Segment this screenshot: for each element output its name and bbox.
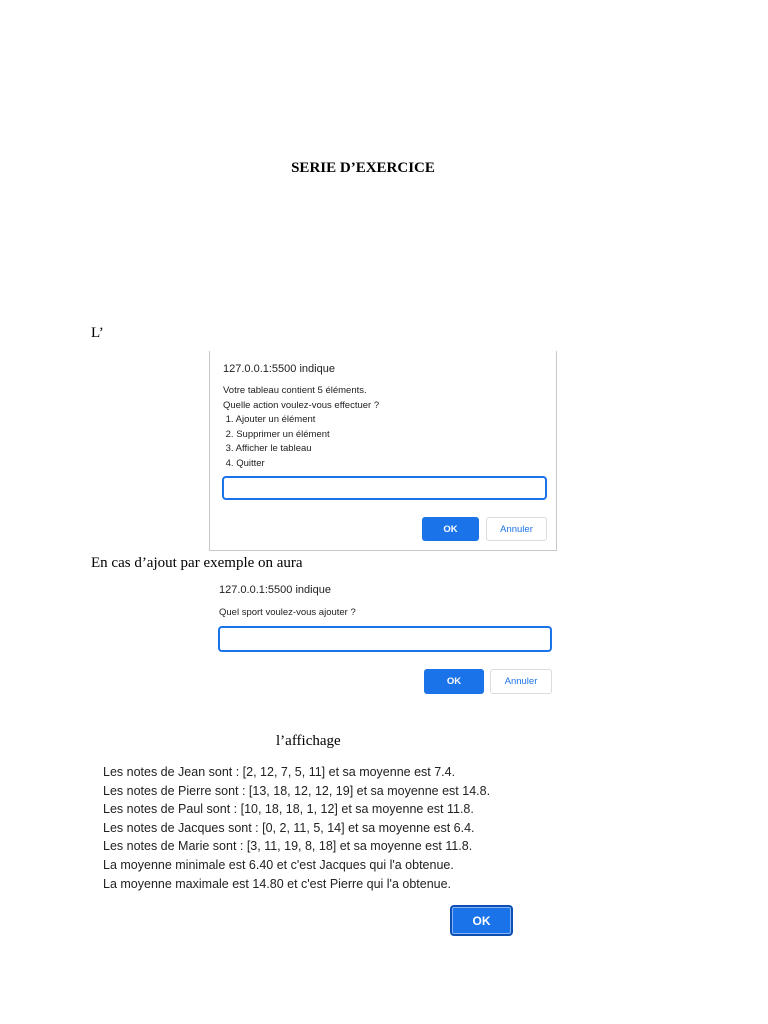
result-line: Les notes de Pierre sont : [13, 18, 12, 12, 19] et sa moyenne est 14.8. [103, 783, 491, 798]
cancel-button[interactable]: Annuler [486, 517, 547, 541]
result-line: Les notes de Jean sont : [2, 12, 7, 5, 11] et sa moyenne est 7.4. [103, 765, 456, 779]
ok-button[interactable]: OK [422, 517, 479, 541]
dialog-message: Quel sport voulez-vous ajouter ? [219, 607, 356, 618]
result-line: La moyenne minimale est 6.40 et c'est Jacques qui l'a obtenue. [103, 857, 454, 872]
dialog-origin: 127.0.0.1:5500 indique [223, 363, 335, 375]
result-line: La moyenne maximale est 14.80 et c'est Pierre qui l'a obtenue. [103, 876, 452, 891]
result-line: Les notes de Marie sont : [3, 11, 19, 8, 18] et sa moyenne est 11.8. [103, 839, 473, 854]
add-sport-dialog [209, 580, 559, 700]
display-heading: l’affichage [276, 733, 341, 749]
intro-fragment: L’ [91, 325, 104, 341]
result-text [103, 763, 523, 893]
result-line: Les notes de Jacques sont : [0, 2, 11, 5, 14] et sa moyenne est 6.4. [103, 820, 475, 835]
prompt-input[interactable] [222, 476, 547, 500]
dialog-origin: 127.0.0.1:5500 indique [219, 584, 331, 596]
prompt-input[interactable] [218, 626, 552, 652]
document-title: SERIE D’EXERCICE [291, 160, 435, 176]
message-line: Votre tableau contient 5 éléments. [223, 385, 367, 396]
menu-prompt-dialog [209, 351, 557, 551]
menu-option: 1. Ajouter un élément [223, 414, 316, 425]
ok-button[interactable]: OK [424, 669, 484, 694]
result-line: Les notes de Paul sont : [10, 18, 18, 1, 12] et sa moyenne est 11.8. [103, 802, 474, 817]
message-line: Quelle action voulez-vous effectuer ? [223, 399, 380, 411]
menu-option: 2. Supprimer un élément [223, 428, 330, 440]
menu-option: 4. Quitter [223, 457, 265, 469]
add-case-text: En cas d’ajout par exemple on aura [91, 555, 303, 571]
cancel-button[interactable]: Annuler [490, 669, 552, 694]
menu-option: 3. Afficher le tableau [223, 443, 312, 454]
dialog-message [223, 384, 543, 471]
ok-button[interactable]: OK [450, 905, 513, 936]
display-result-dialog [103, 763, 523, 943]
